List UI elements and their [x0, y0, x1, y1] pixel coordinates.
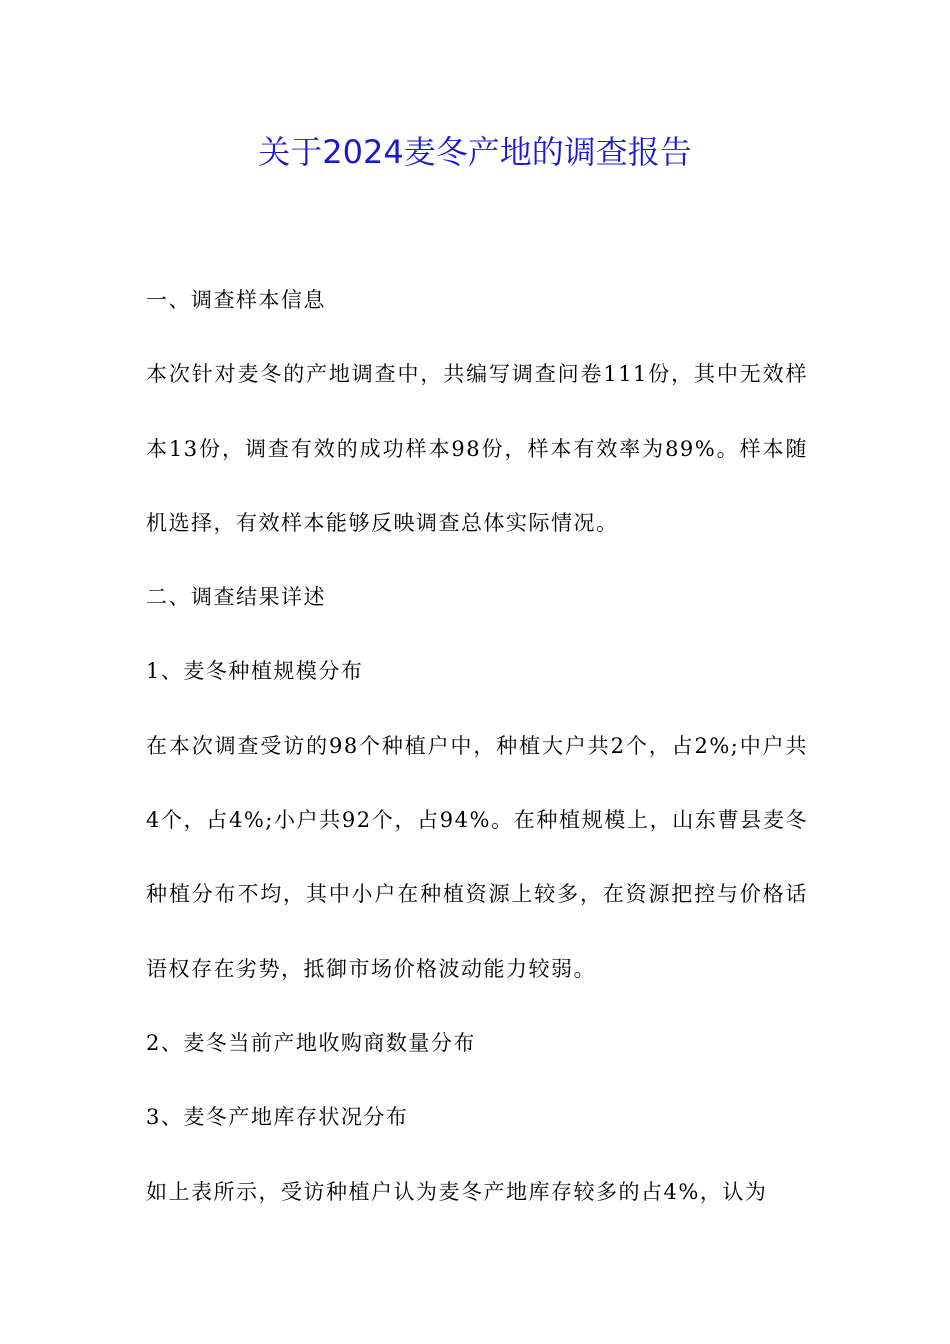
paragraph-planting-scale: 在本次调查受访的98个种植户中，种植大户共2个，占2%;中户共4个，占4%;小户共92个，占94%。在种植规模上，山东曹县麦冬种植分布不均，其中小户在种植资源上较多，在资源把控与价格话语权存在劣势，抵御市场价格波动能力较弱。 [146, 733, 808, 981]
section-heading-results: 二、调查结果详述 [146, 585, 326, 610]
paragraph-inventory: 如上表所示，受访种植户认为麦冬产地库存较多的占4%，认为 [146, 1179, 768, 1204]
document-body [146, 263, 808, 1229]
paragraph-sample-info: 本次针对麦冬的产地调查中，共编写调查问卷111份，其中无效样本13份，调查有效的成功样本98份，样本有效率为89%。样本随机选择，有效样本能够反映调查总体实际情况。 [146, 362, 808, 535]
subheading-inventory: 3、麦冬产地库存状况分布 [146, 1105, 409, 1130]
section-heading-sample-info: 一、调查样本信息 [146, 288, 326, 312]
subheading-buyers: 2、麦冬当前产地收购商数量分布 [146, 1030, 476, 1055]
subheading-planting-scale: 1、麦冬种植规模分布 [146, 659, 364, 684]
document-title: 关于2024麦冬产地的调查报告 [258, 133, 692, 171]
